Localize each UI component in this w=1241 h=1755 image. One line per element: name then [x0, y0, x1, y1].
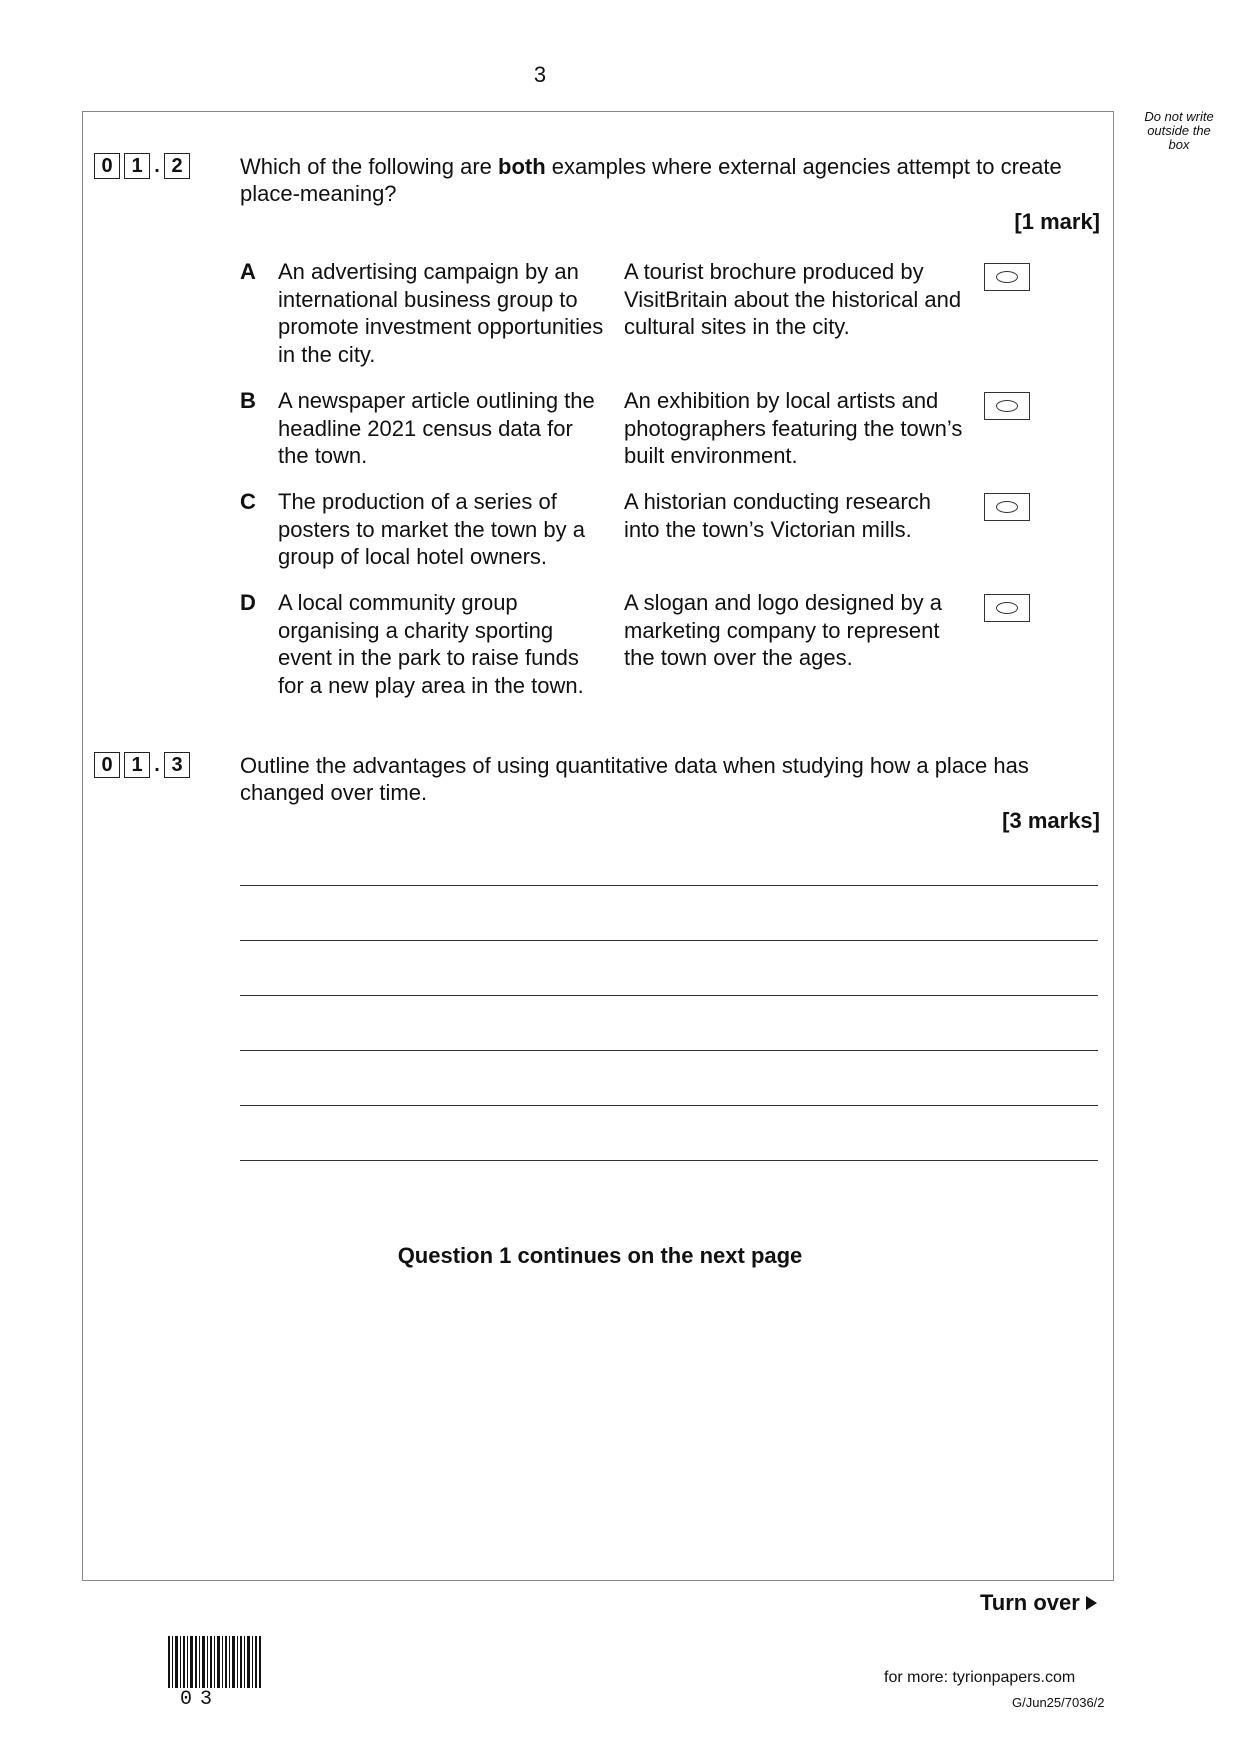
option-right-text: A historian conducting research into the town’s Victorian mills.: [624, 489, 931, 542]
source-link[interactable]: for more: tyrionpapers.com: [884, 1669, 1076, 1686]
question-digit-box: 1: [124, 153, 150, 179]
oval-icon: [996, 400, 1018, 412]
question-text: [240, 153, 1110, 207]
option-letter: B: [240, 388, 256, 413]
barcode: [168, 1636, 262, 1688]
page-number: 3: [533, 62, 547, 87]
continues-note: Question 1 continues on the next page: [397, 1243, 803, 1268]
margin-note-line: outside the: [1147, 123, 1211, 138]
option-right-text: An exhibition by local artists and photographers featuring the town’s built environment.: [624, 388, 963, 468]
question-dot: .: [154, 154, 160, 177]
question-digit-box: 2: [164, 153, 190, 179]
option-left-text: The production of a series of posters to market the town by a group of local hotel owners.: [278, 489, 585, 569]
question-text-part: Which of the following are: [240, 154, 499, 179]
turn-over: [980, 1590, 1097, 1616]
oval-icon: [996, 501, 1018, 513]
option-c-checkbox[interactable]: [984, 493, 1030, 521]
option-letter: A: [240, 259, 256, 284]
triangle-right-icon: [1086, 1596, 1097, 1610]
question-dot: .: [154, 753, 160, 776]
question-text: Outline the advantages of using quantitative data when studying how a place has changed over time.: [240, 753, 1029, 805]
answer-line[interactable]: [240, 1160, 1098, 1161]
turn-over-label: Turn over: [980, 1590, 1080, 1615]
option-b-checkbox[interactable]: [984, 392, 1030, 420]
option-left-text: An advertising campaign by an international business group to promote investment opportunities in the city.: [278, 259, 604, 367]
question-number-01-3: [94, 752, 190, 778]
question-text-emphasis: both: [498, 154, 546, 179]
answer-line[interactable]: [240, 940, 1098, 941]
paper-code: G/Jun25/7036/2: [1012, 1695, 1105, 1710]
option-letter: C: [240, 489, 256, 514]
answer-line[interactable]: [240, 1050, 1098, 1051]
question-digit-box: 1: [124, 752, 150, 778]
option-a-checkbox[interactable]: [984, 263, 1030, 291]
oval-icon: [996, 271, 1018, 283]
margin-note-line: box: [1168, 137, 1190, 152]
answer-line[interactable]: [240, 1105, 1098, 1106]
oval-icon: [996, 602, 1018, 614]
option-right-text: A slogan and logo designed by a marketing company to represent the town over the ages.: [624, 590, 943, 670]
question-digit-box: 3: [164, 752, 190, 778]
question-text-part: examples where external agencies attempt to create place-meaning?: [240, 154, 1062, 206]
answer-line[interactable]: [240, 885, 1098, 886]
option-left-text: A newspaper article outlining the headline 2021 census data for the town.: [278, 388, 595, 468]
marks-label: [1 mark]: [1014, 209, 1100, 234]
option-letter: D: [240, 590, 256, 615]
question-digit-box: 0: [94, 153, 120, 179]
option-right-text: A tourist brochure produced by VisitBritain about the historical and cultural sites in the city.: [624, 259, 962, 339]
margin-note: [1118, 110, 1240, 152]
question-digit-box: 0: [94, 752, 120, 778]
option-left-text: A local community group organising a charity sporting event in the park to raise funds for a new play area in the town.: [278, 590, 584, 698]
option-d-checkbox[interactable]: [984, 594, 1030, 622]
margin-note-line: Do not write: [1144, 109, 1214, 124]
question-number-01-2: [94, 153, 190, 179]
barcode-number: 03: [180, 1688, 221, 1711]
answer-line[interactable]: [240, 995, 1098, 996]
marks-label: [3 marks]: [1002, 808, 1100, 833]
